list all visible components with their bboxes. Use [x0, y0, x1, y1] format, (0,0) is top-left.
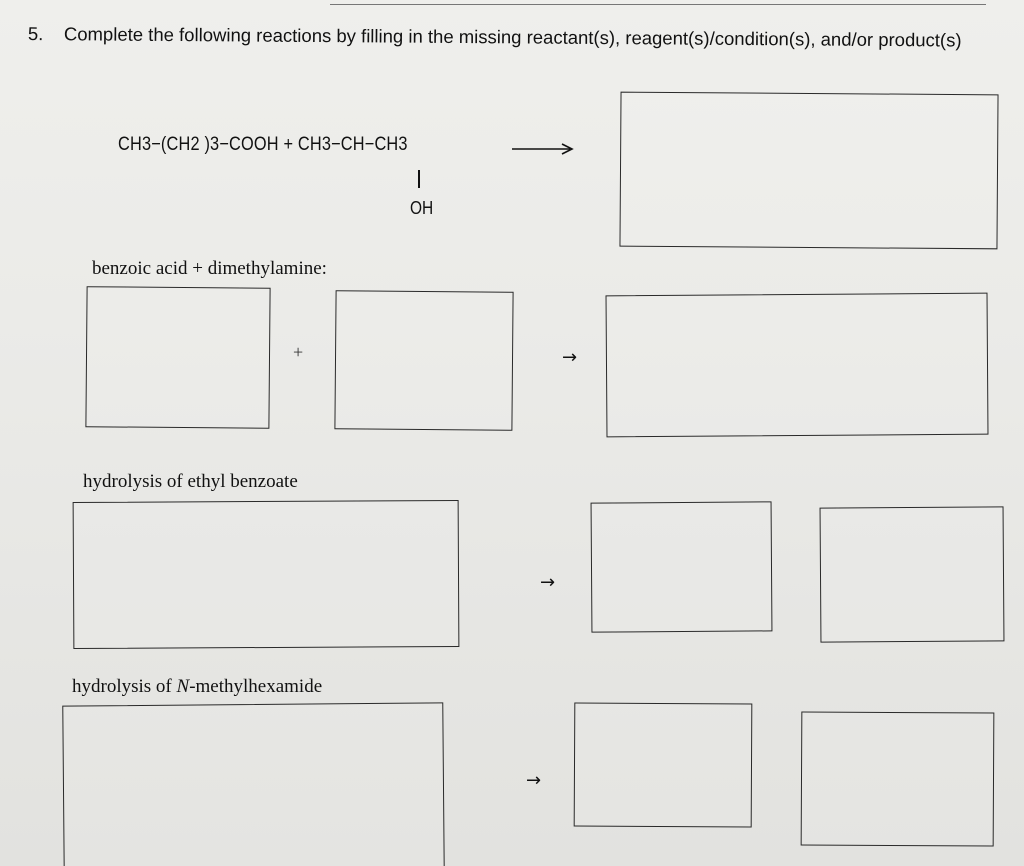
reaction1-formula-text: CH3−(CH2 )3−COOH + CH3−CH−CH3	[118, 134, 408, 155]
reaction2-plus: +	[293, 342, 304, 362]
reaction1-arrow-icon	[512, 142, 576, 156]
reaction3-product-box-1[interactable]	[591, 501, 773, 632]
reaction3-reactant-box[interactable]	[73, 500, 460, 649]
reaction4-label-italic: N	[176, 676, 190, 697]
reaction2-product-box[interactable]	[606, 293, 989, 438]
reaction1-product-box[interactable]	[619, 92, 998, 250]
reaction4-reactant-box[interactable]	[62, 702, 444, 866]
reaction2-arrow-icon: →	[562, 347, 578, 368]
reaction3-arrow-icon: →	[540, 572, 556, 593]
reaction1-substituent: OH	[410, 198, 434, 218]
reaction4-product-box-2[interactable]	[801, 711, 995, 846]
reaction4-product-box-1[interactable]	[574, 703, 753, 828]
question-number: 5.	[27, 22, 44, 45]
reaction1-formula	[118, 134, 408, 156]
reaction4-label-prefix: hydrolysis of	[72, 676, 177, 697]
reaction4-label	[72, 676, 322, 698]
reaction4-arrow-icon: →	[526, 770, 542, 791]
reaction1-oh-bond	[418, 170, 420, 188]
question-text: Complete the following reactions by filling in the missing reactant(s), reagent(s)/condition(s), and/or product(s)	[63, 23, 962, 51]
reaction2-reactant-box-2[interactable]	[334, 290, 513, 431]
question-block	[27, 22, 988, 51]
reaction2-reactant-box-1[interactable]	[85, 286, 270, 429]
reaction4-label-suffix: -methylhexamide	[189, 676, 323, 697]
top-rule	[330, 4, 986, 5]
reaction3-product-box-2[interactable]	[820, 506, 1005, 642]
reaction3-label: hydrolysis of ethyl benzoate	[83, 471, 298, 492]
reaction2-label: benzoic acid + dimethylamine:	[92, 258, 327, 279]
